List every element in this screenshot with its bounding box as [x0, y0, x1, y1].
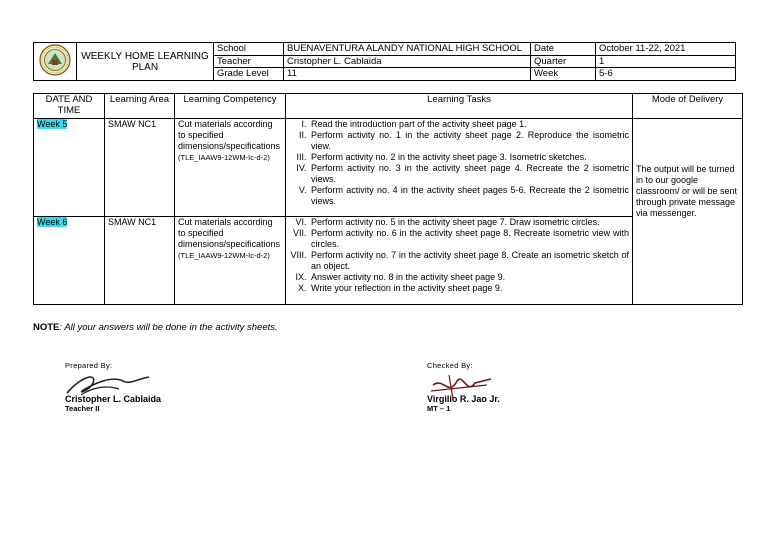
school-label: School: [214, 43, 284, 56]
competency-text: Cut materials according to specified dimensions/specifications: [178, 217, 281, 249]
teacher-value: Cristopher L. Cablaida: [284, 55, 531, 68]
learning-area-cell: SMAW NC1: [105, 217, 175, 305]
checked-by-label: Checked By:: [427, 361, 473, 370]
week-label: Week: [531, 68, 596, 81]
week-cell: [34, 119, 105, 217]
col-learning-area: Learning Area: [105, 94, 175, 119]
checked-by-name: Virgilio R. Jao Jr.: [427, 394, 500, 404]
table-row: [34, 119, 743, 217]
checked-by-block: [427, 361, 587, 413]
plan-title: WEEKLY HOME LEARNING PLAN: [77, 43, 214, 81]
note-label: NOTE: [33, 322, 60, 333]
grade-level-label: Grade Level: [214, 68, 284, 81]
prepared-by-position: Teacher II: [65, 404, 100, 413]
date-label: Date: [531, 43, 596, 56]
col-learning-tasks: Learning Tasks: [286, 94, 633, 119]
competency-text: Cut materials according to specified dimensions/specifications: [178, 119, 281, 151]
prepared-by-label: Prepared By:: [65, 361, 113, 370]
list-item: VI. Perform activity no. 5 in the activity sheet page 7. Draw isometric circles.: [309, 217, 629, 228]
week-badge: Week 5: [37, 119, 68, 129]
note: [33, 322, 278, 333]
tasks-cell: [286, 217, 633, 305]
checked-by-position: MT – 1: [427, 404, 451, 413]
competency-code: (TLE_IAAW9-12WM-Ic-d-2): [178, 251, 270, 260]
header-table: [33, 42, 736, 81]
school-logo-cell: [34, 43, 77, 81]
competency-cell: [175, 119, 286, 217]
prepared-by-name: Cristopher L. Cablaida: [65, 394, 162, 404]
col-mode-of-delivery: Mode of Delivery: [633, 94, 743, 119]
learning-area-cell: SMAW NC1: [105, 119, 175, 217]
list-item: III. Perform activity no. 2 in the activity sheet page 3. Isometric sketches.: [309, 152, 629, 163]
school-seal-icon: [38, 44, 72, 76]
signature-icon: [63, 371, 153, 399]
grade-level-value: 11: [284, 68, 531, 81]
list-item: IX. Answer activity no. 8 in the activity sheet page 9.: [309, 272, 629, 283]
delivery-text: The output will be turned in to our google classroom/ or will be sent through private message via messenger.: [636, 164, 738, 218]
competency-code: (TLE_IAAW9-12WM-Ic-d-2): [178, 153, 270, 162]
list-item: V. Perform activity no. 4 in the activity sheet pages 5-6. Recreate the 2 isometric views.: [309, 185, 629, 207]
quarter-value: 1: [596, 55, 736, 68]
week-badge: Week 6: [37, 217, 68, 227]
list-item: II. Perform activity no. 1 in the activity sheet page 2. Reproduce the isometric view.: [309, 130, 629, 152]
tasks-cell: [286, 119, 633, 217]
mode-of-delivery-cell: [633, 119, 743, 305]
quarter-label: Quarter: [531, 55, 596, 68]
signature-icon: [427, 371, 497, 401]
date-value: October 11-22, 2021: [596, 43, 736, 56]
list-item: VII. Perform activity no. 6 in the activity sheet page 8. Recreate isometric view with circles.: [309, 228, 629, 250]
list-item: X. Write your reflection in the activity sheet page 9.: [309, 283, 629, 294]
prepared-by-block: [65, 361, 225, 413]
list-item: I. Read the introduction part of the activity sheet page 1.: [309, 119, 629, 130]
learning-plan-table: [33, 93, 743, 305]
task-list: [289, 217, 629, 294]
teacher-label: Teacher: [214, 55, 284, 68]
week-value: 5-6: [596, 68, 736, 81]
note-text: : All your answers will be done in the activity sheets.: [59, 322, 278, 333]
competency-cell: [175, 217, 286, 305]
list-item: IV. Perform activity no. 3 in the activity sheet page 4. Recreate the 2 isometric views.: [309, 163, 629, 185]
week-cell: [34, 217, 105, 305]
school-value: BUENAVENTURA ALANDY NATIONAL HIGH SCHOOL: [284, 43, 531, 56]
col-date-time: DATE AND TIME: [34, 94, 105, 119]
col-learning-competency: Learning Competency: [175, 94, 286, 119]
list-item: VIII. Perform activity no. 7 in the activity sheet page 8. Create an isometric sketch of an object.: [309, 250, 629, 272]
task-list: [289, 119, 629, 207]
